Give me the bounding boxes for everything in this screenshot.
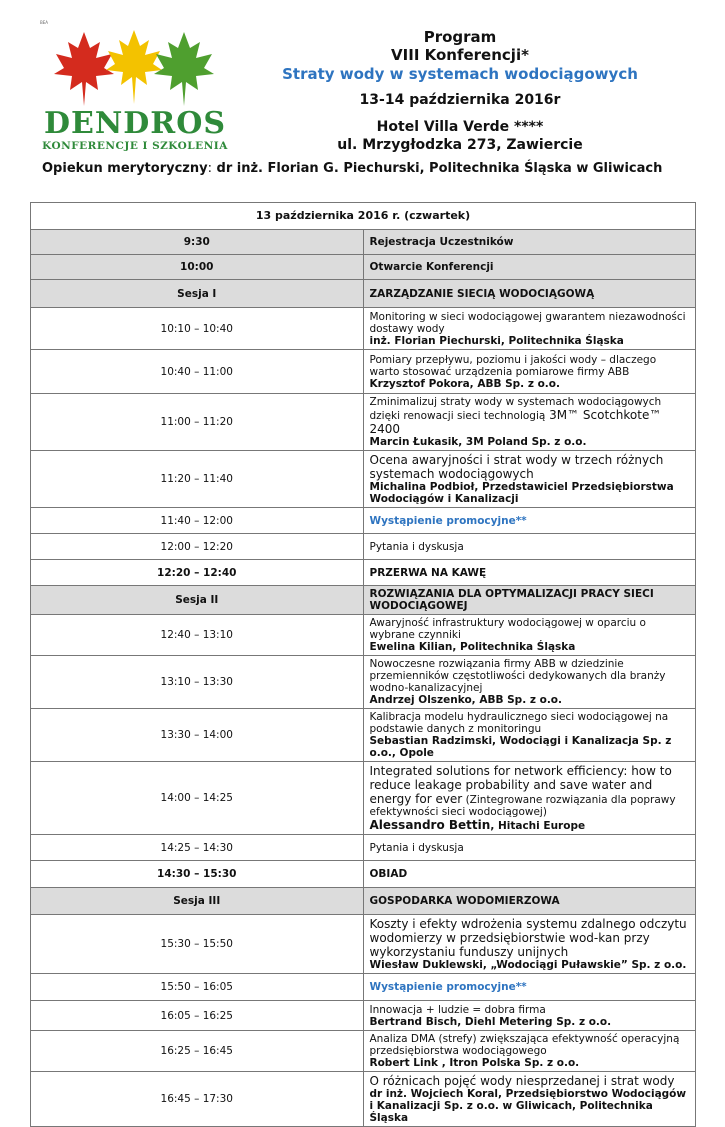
patron-label: Opiekun merytoryczny: [42, 161, 208, 176]
table-row: [31, 255, 696, 280]
row-time: 15:50 – 16:05: [31, 974, 364, 1001]
talk-title: Awaryjność infrastruktury wodociągowej w oparciu o wybrane czynniki: [369, 617, 646, 641]
talk-speaker: Krzysztof Pokora, ABB Sp. z o.o.: [369, 377, 561, 390]
row-time: 14:25 – 14:30: [31, 835, 364, 861]
talk-title: Monitoring w sieci wodociągowej gwarantem niezawodności dostawy wody: [369, 310, 686, 335]
row-time: 13:10 – 13:30: [31, 656, 364, 709]
row-content: [363, 451, 696, 508]
talk-title: Koszty i efekty wdrożenia systemu zdalnego odczytu wodomierzy w przedsiębiorstwie wod-kan przy wykorzystaniu funduszy unijnych: [369, 917, 687, 959]
session-title: GOSPODARKA WODOMIERZOWA: [363, 888, 696, 915]
header-title: Straty wody w systemach wodociągowych: [282, 65, 638, 83]
session-row: [31, 888, 696, 915]
row-time: 9:30: [31, 230, 364, 255]
row-content: [363, 656, 696, 709]
session-title: ZARZĄDZANIE SIECIĄ WODOCIĄGOWĄ: [363, 280, 696, 308]
table-row: [31, 915, 696, 974]
talk-title: [370, 764, 690, 818]
row-title: Rejestracja Uczestników: [363, 230, 696, 255]
dendros-logo: [40, 22, 230, 152]
row-time: 10:40 – 11:00: [31, 350, 364, 394]
table-row: [31, 974, 696, 1001]
row-content: [363, 915, 696, 974]
table-row: [31, 534, 696, 560]
talk-title: Kalibracja modelu hydraulicznego sieci wodociągowej na podstawie danych z monitoringu: [369, 711, 669, 735]
patron-text: dr inż. Florian G. Piechurski, Politechnika Śląska w Gliwicach: [211, 161, 663, 176]
row-time: 10:10 – 10:40: [31, 308, 364, 350]
session-label: Sesja II: [31, 586, 364, 615]
patron-sep: :: [207, 161, 212, 176]
talk-speaker-name: Alessandro Bettin: [369, 818, 491, 832]
talk-title-main: Zminimalizuj straty wody w systemach wodociągowych dzięki renowacji sieci technologią: [369, 396, 662, 422]
maple-leaves-icon: [50, 28, 220, 112]
row-time: 14:00 – 14:25: [31, 762, 364, 835]
table-row: [31, 709, 696, 762]
row-time: 10:00: [31, 255, 364, 280]
table-row: [31, 615, 696, 656]
talk-speaker: Bertrand Bisch, Diehl Metering Sp. z o.o.: [369, 1015, 612, 1028]
talk-speaker: dr inż. Wojciech Koral, Przedsiębiorstwo Wodociągów i Kanalizacji Sp. z o.o. w Gliwicach, Politechnika Śląska: [369, 1088, 687, 1124]
row-content: [363, 762, 696, 835]
row-time: 16:05 – 16:25: [31, 1001, 364, 1031]
talk-speaker: Andrzej Olszenko, ABB Sp. z o.o.: [369, 694, 563, 706]
session-row: [31, 280, 696, 308]
row-time: 14:30 – 15:30: [31, 861, 364, 888]
table-row: [31, 1031, 696, 1072]
row-time: 12:40 – 13:10: [31, 615, 364, 656]
header-hotel: Hotel Villa Verde ****: [376, 119, 544, 135]
patron-line: [42, 161, 682, 176]
promo-title: Wystąpienie promocyjne**: [363, 508, 696, 534]
talk-speaker: Robert Link , Itron Polska Sp. z o.o.: [369, 1057, 580, 1069]
schedule-table: [30, 202, 696, 1127]
header-program: Program: [423, 28, 497, 46]
talk-title: Ocena awaryjności i strat wody w trzech różnych systemach wodociągowych: [369, 453, 664, 481]
row-title: Otwarcie Konferencji: [363, 255, 696, 280]
table-row: [31, 508, 696, 534]
row-time: 11:20 – 11:40: [31, 451, 364, 508]
row-content: [363, 1001, 696, 1031]
logo-tiny-mark: BEA: [40, 20, 49, 25]
day-header-row: [31, 203, 696, 230]
talk-speaker: Wiesław Duklewski, „Wodociągi Puławskie” Sp. z o.o.: [369, 959, 687, 971]
row-time: 11:40 – 12:00: [31, 508, 364, 534]
row-content: [363, 1072, 696, 1127]
talk-title-tail: (Zintegrowane rozwiązania dla poprawy efektywności sieci wodociągowej): [369, 794, 676, 818]
table-row: [31, 451, 696, 508]
session-row: [31, 586, 696, 615]
row-title: Pytania i dyskusja: [363, 534, 696, 560]
row-title: Pytania i dyskusja: [363, 835, 696, 861]
table-row: [31, 1001, 696, 1031]
row-time: 12:00 – 12:20: [31, 534, 364, 560]
talk-title-tail: 3M™ Scotchkote™ 2400: [369, 408, 662, 436]
table-row: [31, 762, 696, 835]
talk-title: [370, 396, 690, 436]
session-label: Sesja III: [31, 888, 364, 915]
table-row: [31, 861, 696, 888]
session-title: ROZWIĄZANIA DLA OPTYMALIZACJI PRACY SIECI WODOCIĄGOWEJ: [363, 586, 696, 615]
row-time: 16:45 – 17:30: [31, 1072, 364, 1127]
talk-speaker: Marcin Łukasik, 3M Poland Sp. z o.o.: [369, 436, 587, 448]
header-conference: VIII Konferencji*: [391, 46, 529, 64]
logo-subtitle: KONFERENCJE I SZKOLENIA: [42, 140, 228, 152]
row-time: 13:30 – 14:00: [31, 709, 364, 762]
table-row: [31, 230, 696, 255]
talk-title: Nowoczesne rozwiązania firmy ABB w dziedzinie przemienników częstotliwości dedykowanych dla branży wodno-kanalizacyjnej: [369, 658, 666, 694]
talk-title: Innowacja + ludzie = dobra firma: [369, 1003, 546, 1016]
table-row: [31, 394, 696, 451]
talk-speaker: Michalina Podbioł, Przedstawiciel Przedsiębiorstwa Wodociągów i Kanalizacji: [369, 481, 674, 505]
row-content: [363, 394, 696, 451]
day-header: 13 października 2016 r. (czwartek): [31, 203, 696, 230]
table-row: [31, 835, 696, 861]
row-content: [363, 1031, 696, 1072]
table-row: [31, 350, 696, 394]
row-content: [363, 615, 696, 656]
program-header: [270, 28, 650, 154]
promo-title: Wystąpienie promocyjne**: [363, 974, 696, 1001]
header-dates: 13-14 października 2016r: [359, 92, 561, 108]
talk-speaker: Sebastian Radzimski, Wodociągi i Kanalizacja Sp. z o.o., Opole: [369, 735, 672, 759]
row-content: [363, 709, 696, 762]
header-address: ul. Mrzygłodzka 273, Zawiercie: [337, 137, 583, 153]
talk-title-main: Integrated solutions for network efficiency: how to reduce leakage probability and save water and energy for ever: [369, 764, 672, 806]
row-time: 16:25 – 16:45: [31, 1031, 364, 1072]
row-title: PRZERWA NA KAWĘ: [363, 560, 696, 586]
row-content: [363, 308, 696, 350]
row-time: 15:30 – 15:50: [31, 915, 364, 974]
table-row: [31, 308, 696, 350]
talk-title: Analiza DMA (strefy) zwiększająca efektywność operacyjną przedsiębiorstwa wodociągowego: [369, 1033, 680, 1057]
talk-speaker: inż. Florian Piechurski, Politechnika Śląska: [369, 334, 624, 347]
talk-speaker: Ewelina Kilian, Politechnika Śląska: [369, 641, 576, 653]
logo-brand-name: DENDROS: [43, 106, 227, 141]
table-row: [31, 560, 696, 586]
talk-speaker-org: , Hitachi Europe: [490, 820, 586, 832]
row-content: [363, 350, 696, 394]
table-row: [31, 1072, 696, 1127]
table-row: [31, 656, 696, 709]
row-time: 12:20 – 12:40: [31, 560, 364, 586]
session-label: Sesja I: [31, 280, 364, 308]
talk-title: Pomiary przepływu, poziomu i jakości wody – dlaczego warto stosować urządzenia pomiarowe firmy ABB: [369, 353, 657, 378]
talk-speaker: [370, 818, 690, 832]
row-time: 11:00 – 11:20: [31, 394, 364, 451]
talk-title: O różnicach pojęć wody niesprzedanej i strat wody: [369, 1074, 675, 1088]
row-title: OBIAD: [363, 861, 696, 888]
